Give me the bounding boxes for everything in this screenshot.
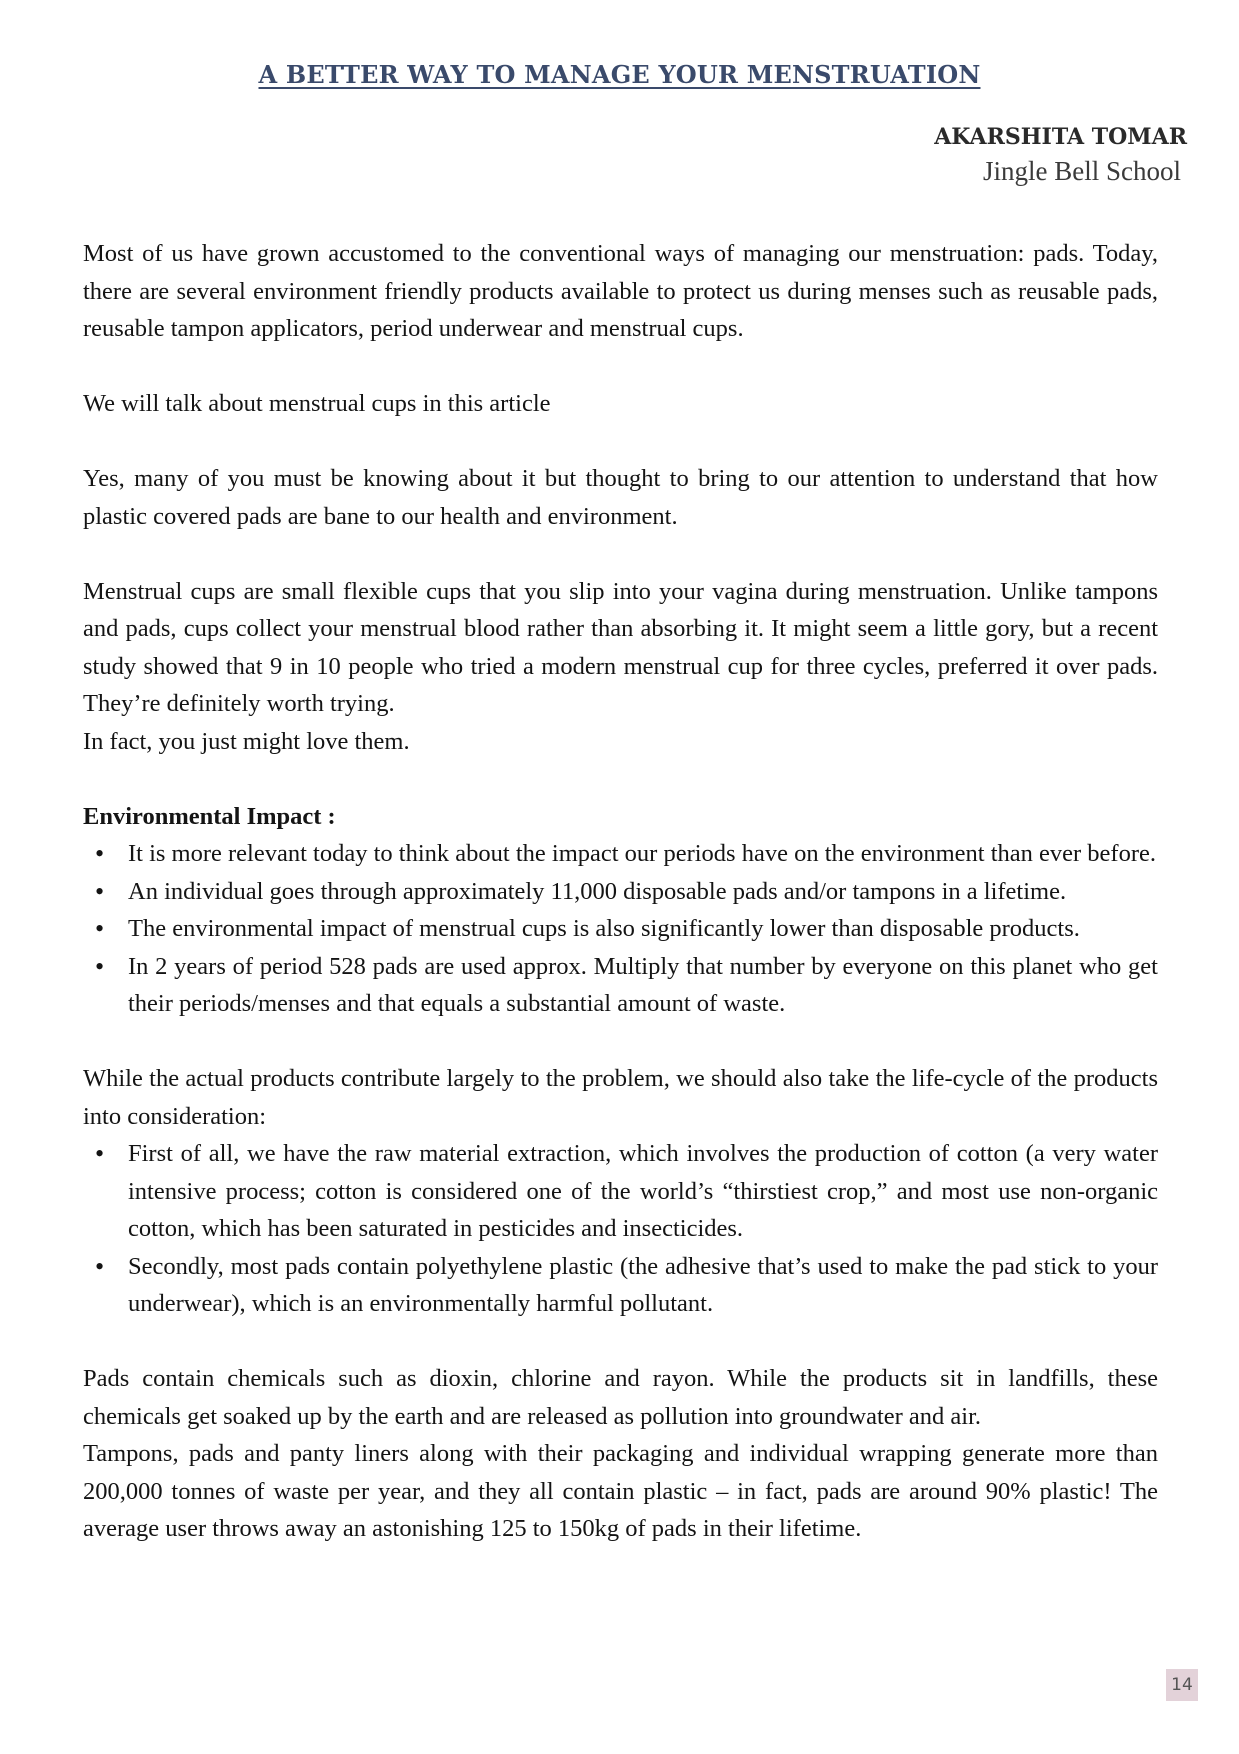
school-name: Jingle Bell School <box>983 156 1181 186</box>
paragraph-cups-description: Menstrual cups are small flexible cups that you slip into your vagina during menstruation. Unlike tampons and pads, cups collect your menstrual blood rather than absorbing it. It might seem a little gory, but a recent study showed that 9 in 10 people who tried a modern menstrual cup for three cycles, preferred it over pads. They’re definitely worth trying. <box>83 577 1158 717</box>
environmental-impact-heading: Environmental Impact : <box>83 802 336 830</box>
article-body <box>83 235 1158 1548</box>
paragraph-chemicals: Pads contain chemicals such as dioxin, chlorine and rayon. While the products sit in landfills, these chemicals get soaked up by the earth and are released as pollution into groundwater and air. <box>83 1365 1158 1430</box>
paragraph-love-them: In fact, you just might love them. <box>83 727 410 755</box>
paragraph-waste: Tampons, pads and panty liners along with their packaging and individual wrapping generate more than 200,000 tonnes of waste per year, and they all contain plastic – in fact, pads are around 90% plastic! The average user throws away an astonishing 125 to 150kg of pads in their lifetime. <box>83 1440 1158 1542</box>
paragraph-lifecycle-intro: While the actual products contribute largely to the problem, we should also take the life-cycle of the products into consideration: <box>83 1065 1158 1130</box>
paragraph-awareness: Yes, many of you must be knowing about it but thought to bring to our attention to understand that how plastic covered pads are bane to our health and environment. <box>83 465 1158 530</box>
paragraph-topic: We will talk about menstrual cups in this article <box>83 390 551 417</box>
article-title: A BETTER WAY TO MANAGE YOUR MENSTRUATION <box>258 60 981 89</box>
lifecycle-list <box>83 1135 1158 1323</box>
paragraph-intro: Most of us have grown accustomed to the conventional ways of managing our menstruation: pads. Today, there are several environment friendly products available to protect us during menses such as reusable pads, reusable tampon applicators, period underwear and menstrual cups. <box>83 240 1158 342</box>
list-item: • In 2 years of period 528 pads are used approx. Multiply that number by everyone on this planet who get their periods/menses and that equals a substantial amount of waste. <box>128 948 1158 1023</box>
list-item: • The environmental impact of menstrual cups is also significantly lower than disposable products. <box>128 910 1158 948</box>
list-item: • First of all, we have the raw material extraction, which involves the production of cotton (a very water intensive process; cotton is considered one of the world’s “thirstiest crop,” and most use non-organic cotton, which has been saturated in pesticides and insecticides. <box>128 1135 1158 1248</box>
list-item: • An individual goes through approximately 11,000 disposable pads and/or tampons in a lifetime. <box>128 873 1158 911</box>
page-number-badge: 14 <box>1166 1669 1198 1701</box>
list-item: • It is more relevant today to think about the impact our periods have on the environment than ever before. <box>128 835 1158 873</box>
environmental-impact-list <box>83 835 1158 1023</box>
author-name: AKARSHITA TOMAR <box>934 124 1187 150</box>
list-item: • Secondly, most pads contain polyethylene plastic (the adhesive that’s used to make the pad stick to your underwear), which is an environmentally harmful pollutant. <box>128 1248 1158 1323</box>
